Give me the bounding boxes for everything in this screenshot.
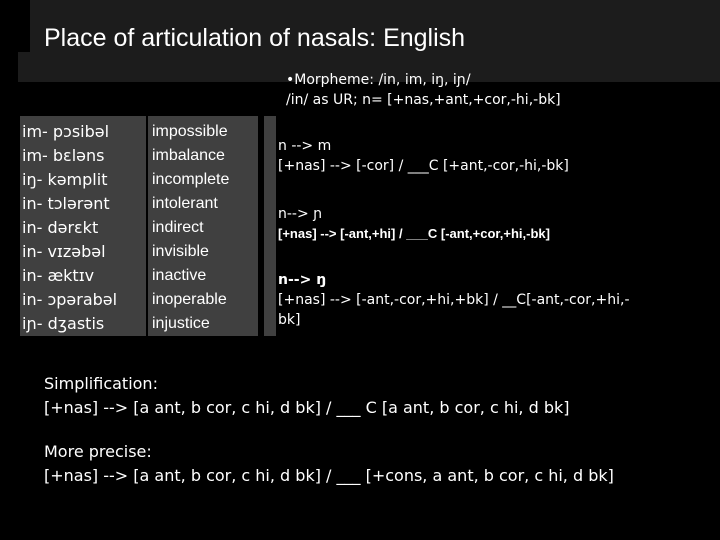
underlying-representation-line: /in/ as UR; n= [+nas,+ant,+cor,-hi,-bk] [286,92,561,108]
transcription-item: in- ɔpərabəl [22,290,118,309]
velar-rule-block [278,270,630,330]
simplification-block [44,372,570,420]
transcription-list [20,120,146,336]
rule-features: [+nas] --> [-ant,-cor,+hi,+bk] / __C[-ant,-cor,+hi,- [278,292,630,308]
transcription-item: in- æktɪv [22,266,95,285]
labial-rule-block [278,136,569,176]
word-item: imbalance [152,147,225,164]
word-list [148,120,258,336]
rule-heading: n --> m [278,138,332,154]
word-item: impossible [152,123,228,140]
palatal-rule-block [278,204,550,244]
transcription-item: in- tɔlərənt [22,194,110,213]
transcription-item: in- vɪzəbəl [22,242,106,261]
word-item: inoperable [152,291,227,308]
word-item: invisible [152,243,209,260]
word-item: intolerant [152,195,218,212]
transcription-item: in- dərɛkt [22,218,99,237]
rule-features: [+nas] --> [-cor] / ___C [+ant,-cor,-hi,-bk] [278,158,569,174]
transcription-column [20,116,146,336]
transcription-item: iɲ- dʒastis [22,314,105,333]
narrow-gray-column [264,116,276,336]
word-item: incomplete [152,171,230,188]
word-item: injustice [152,315,210,332]
transcription-item: im- bɛləns [22,146,105,165]
simplification-label: Simplification: [44,374,158,393]
morpheme-block [286,70,561,110]
rule-heading: n--> ŋ [278,272,327,288]
morpheme-line: •Morpheme: /in, im, iŋ, iɲ/ [286,72,471,88]
slide-title: Place of articulation of nasals: English [44,24,466,52]
transcription-item: iŋ- kəmplit [22,170,108,189]
more-precise-block [44,440,614,488]
word-item: indirect [152,219,204,236]
rule-heading: n--> ɲ [278,206,323,222]
transcription-item: im- pɔsibəl [22,122,110,141]
rule-features-continued: bk] [278,312,301,328]
title-accent-block [18,52,32,82]
rule-features: [+nas] --> [-ant,+hi] / ___C [-ant,+cor,+hi,-bk] [278,226,550,241]
more-precise-rule: [+nas] --> [a ant, b cor, c hi, d bk] / ___ [+cons, a ant, b cor, c hi, d bk] [44,466,614,485]
simplification-rule: [+nas] --> [a ant, b cor, c hi, d bk] / ___ C [a ant, b cor, c hi, d bk] [44,398,570,417]
word-column [148,116,258,336]
word-item: inactive [152,267,207,284]
more-precise-label: More precise: [44,442,152,461]
